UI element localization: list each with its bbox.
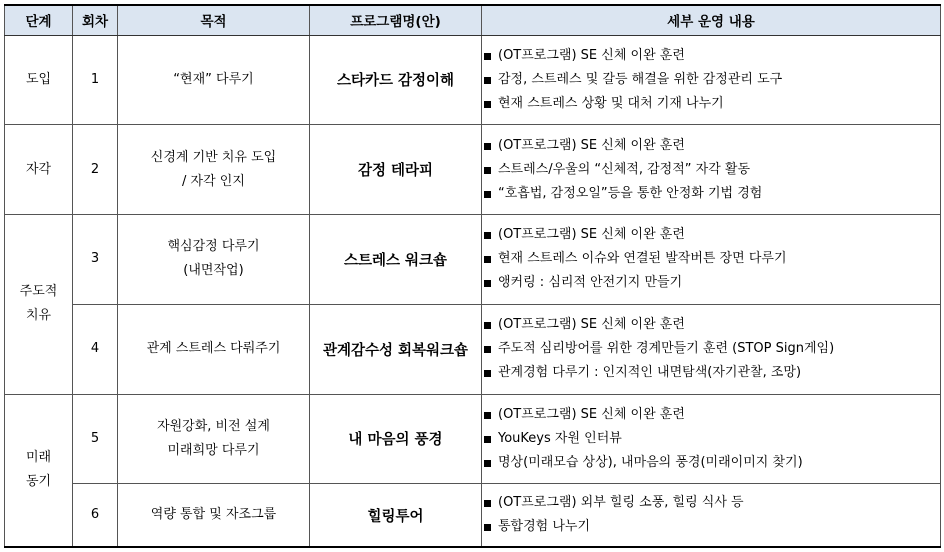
purpose-line: 역량 통합 및 자조그룹	[150, 507, 277, 523]
program-name: 감정 테라피	[310, 125, 482, 215]
header-program-name: 프로그램명(안)	[310, 5, 482, 35]
detail-item: 명상(미래모습 상상), 내마음의 풍경(미래이미지 찾기)	[482, 451, 940, 475]
session-number: 5	[73, 394, 118, 484]
program-name: 스타카드 감정이해	[310, 35, 482, 125]
table-row	[5, 35, 941, 125]
purpose-line: 신경계 기반 치유 도입	[150, 149, 277, 165]
stage-line: 미래	[25, 450, 52, 466]
detail-item: “호흡법, 감정오일”등을 통한 안정화 기법 경험	[482, 182, 940, 206]
header-details: 세부 운영 내용	[482, 5, 941, 35]
header-session: 회차	[73, 5, 118, 35]
header-stage: 단계	[5, 5, 73, 35]
purpose-line: “현재” 다루기	[173, 71, 254, 87]
details-cell	[482, 304, 941, 394]
stage-line: 치유	[25, 308, 52, 324]
header-purpose: 목적	[118, 5, 310, 35]
detail-item: 현재 스트레스 상황 및 대처 기재 나누기	[482, 92, 940, 116]
detail-item: 스트레스/우울의 “신체적, 감정적” 자각 활동	[482, 158, 940, 182]
purpose-line: 핵심감정 다루기	[167, 239, 260, 255]
stage-cell: 도입	[5, 35, 73, 125]
detail-item: (OT프로그램) SE 신체 이완 훈련	[482, 223, 940, 247]
purpose-line: 자원강화, 비전 설계	[157, 418, 270, 434]
stage-cell: 자각	[5, 125, 73, 215]
detail-item: 관계경험 다루기 : 인지적인 내면탐색(자기관찰, 조망)	[482, 361, 940, 385]
details-cell	[482, 35, 941, 125]
purpose-cell	[118, 125, 310, 215]
detail-item: 현재 스트레스 이슈와 연결된 발작버튼 장면 다루기	[482, 247, 940, 271]
table-row	[5, 125, 941, 215]
details-cell	[482, 215, 941, 305]
detail-item: (OT프로그램) SE 신체 이완 훈련	[482, 313, 940, 337]
detail-item: 통합경험 나누기	[482, 515, 940, 539]
detail-item: 주도적 심리방어를 위한 경계만들기 훈련 (STOP Sign게임)	[482, 337, 940, 361]
program-name: 스트레스 워크숍	[310, 215, 482, 305]
purpose-cell	[118, 394, 310, 484]
session-number: 3	[73, 215, 118, 305]
detail-item: (OT프로그램) 외부 힐링 소풍, 힐링 식사 등	[482, 491, 940, 515]
table-row	[5, 394, 941, 484]
stage-line: 주도적	[19, 284, 58, 300]
program-name: 관계감수성 회복워크숍	[310, 304, 482, 394]
stage-cell	[5, 394, 73, 547]
details-cell	[482, 394, 941, 484]
stage-cell	[5, 215, 73, 395]
purpose-line: 관계 스트레스 다뤄주기	[146, 341, 281, 357]
purpose-line: / 자각 인지	[182, 173, 245, 189]
header-row	[5, 5, 941, 35]
purpose-line: (내면작업)	[183, 263, 244, 279]
session-number: 1	[73, 35, 118, 125]
purpose-cell	[118, 484, 310, 547]
detail-item: 앵커링 : 심리적 안전기지 만들기	[482, 271, 940, 295]
program-name: 내 마음의 풍경	[310, 394, 482, 484]
table-row	[5, 484, 941, 547]
session-number: 6	[73, 484, 118, 547]
details-cell	[482, 484, 941, 547]
detail-item: 감정, 스트레스 및 갈등 해결을 위한 감정관리 도구	[482, 68, 940, 92]
detail-item: YouKeys 자원 인터뷰	[482, 427, 940, 451]
detail-item: (OT프로그램) SE 신체 이완 훈련	[482, 44, 940, 68]
table-row	[5, 215, 941, 305]
table-row	[5, 304, 941, 394]
session-number: 4	[73, 304, 118, 394]
program-table	[4, 4, 941, 548]
purpose-line: 미래희망 다루기	[167, 442, 260, 458]
details-cell	[482, 125, 941, 215]
purpose-cell	[118, 304, 310, 394]
stage-line: 동기	[25, 474, 52, 490]
detail-item: (OT프로그램) SE 신체 이완 훈련	[482, 403, 940, 427]
program-name: 힐링투어	[310, 484, 482, 547]
detail-item: (OT프로그램) SE 신체 이완 훈련	[482, 134, 940, 158]
session-number: 2	[73, 125, 118, 215]
purpose-cell	[118, 215, 310, 305]
purpose-cell	[118, 35, 310, 125]
